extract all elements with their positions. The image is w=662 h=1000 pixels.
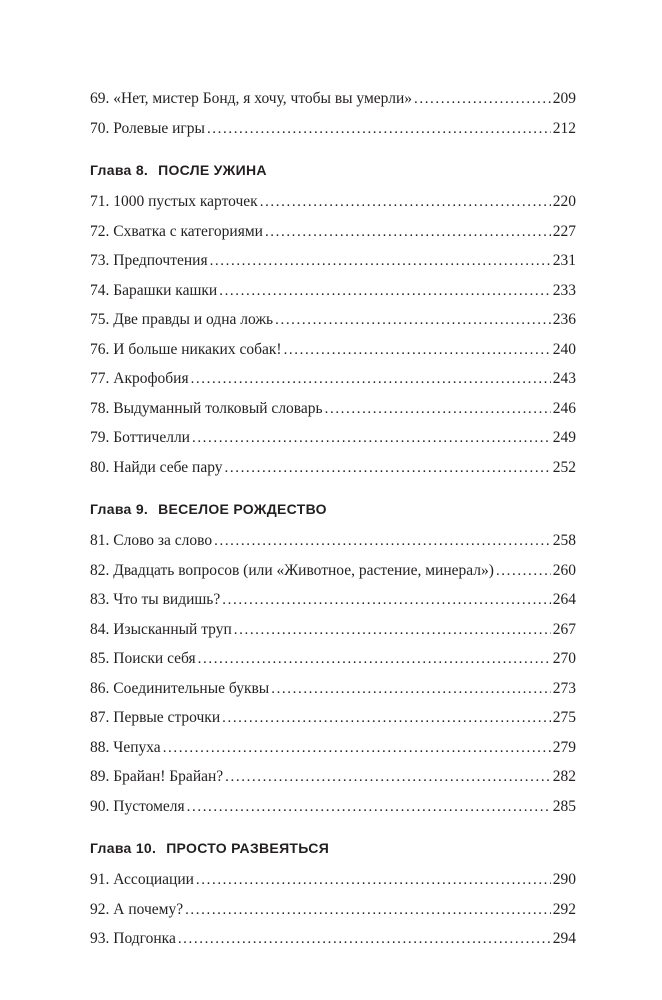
toc-entry-title: 75. Две правды и одна ложь xyxy=(90,311,274,328)
dot-leader xyxy=(198,645,551,675)
toc-entry[interactable] xyxy=(90,364,576,394)
toc-entry[interactable] xyxy=(90,187,576,217)
dot-leader xyxy=(225,763,551,793)
dot-leader xyxy=(284,336,551,366)
toc-entry-title: 90. Пустомеля xyxy=(90,797,185,815)
toc-entry-title: 92. А почему? xyxy=(90,900,184,918)
table-of-contents xyxy=(90,84,576,954)
toc-entry-title: 79. Боттичелли xyxy=(90,429,190,446)
toc-entry[interactable] xyxy=(90,865,576,895)
toc-entry-page: 285 xyxy=(552,797,576,815)
toc-entry[interactable] xyxy=(90,335,576,365)
chapter-heading xyxy=(90,494,576,524)
toc-entry-page: 252 xyxy=(552,458,576,476)
toc-entry-title: 85. Поиски себя xyxy=(90,650,196,667)
toc-entry[interactable] xyxy=(90,423,576,453)
dot-leader xyxy=(222,704,551,734)
toc-entry-page: 260 xyxy=(552,561,576,579)
toc-entry-title: 86. Соединительные буквы xyxy=(90,679,270,697)
dot-leader xyxy=(414,85,551,115)
dot-leader xyxy=(214,527,551,557)
toc-entry[interactable] xyxy=(90,217,576,247)
toc-entry-title: 83. Что ты видишь? xyxy=(90,591,221,608)
toc-entry-page: 227 xyxy=(552,222,576,240)
toc-entry-page: 290 xyxy=(552,871,576,888)
dot-leader xyxy=(260,188,551,218)
toc-entry[interactable] xyxy=(90,895,576,925)
dot-leader xyxy=(265,218,551,248)
toc-entry-page: 231 xyxy=(552,252,576,269)
toc-entry-title: 84. Изысканный труп xyxy=(90,620,232,638)
toc-entry-title: 88. Чепуха xyxy=(90,738,161,756)
toc-entry-page: 212 xyxy=(552,119,576,137)
toc-entry-title: 91. Ассоциации xyxy=(90,871,194,888)
toc-entry[interactable] xyxy=(90,246,576,276)
chapter-heading xyxy=(90,833,576,863)
toc-entry-page: 273 xyxy=(552,679,576,697)
dot-leader xyxy=(219,277,551,307)
toc-entry-page: 220 xyxy=(552,193,576,210)
dot-leader xyxy=(185,896,551,926)
toc-entry-page: 240 xyxy=(552,340,576,358)
toc-entry-page: 279 xyxy=(552,738,576,756)
toc-entry[interactable] xyxy=(90,276,576,306)
toc-entry-title: 81. Слово за слово xyxy=(90,532,213,549)
toc-entry-title: 77. Акрофобия xyxy=(90,370,189,387)
chapter-title: ПРОСТО РАЗВЕЯТЬСЯ xyxy=(166,840,330,856)
dot-leader xyxy=(192,424,551,454)
toc-entry-page: 243 xyxy=(552,370,576,387)
toc-entry-page: 275 xyxy=(552,709,576,726)
toc-entry-page: 249 xyxy=(552,429,576,446)
toc-entry[interactable] xyxy=(90,924,576,954)
dot-leader xyxy=(325,395,551,425)
toc-entry-title: 71. 1000 пустых карточек xyxy=(90,193,258,210)
toc-entry-title: 74. Барашки кашки xyxy=(90,281,218,299)
toc-entry-title: 76. И больше никаких собак! xyxy=(90,340,282,358)
toc-entry-title: 78. Выдуманный толковый словарь xyxy=(90,399,323,417)
dot-leader xyxy=(178,925,551,955)
toc-entry-title: 93. Подгонка xyxy=(90,930,176,947)
toc-entry-page: 264 xyxy=(552,591,576,608)
toc-entry[interactable] xyxy=(90,703,576,733)
dot-leader xyxy=(187,793,551,823)
dot-leader xyxy=(222,586,550,616)
chapter-label: Глава 10. xyxy=(90,840,157,856)
chapter-title: ВЕСЕЛОЕ РОЖДЕСТВО xyxy=(158,501,327,517)
toc-entry[interactable] xyxy=(90,585,576,615)
toc-entry-page: 258 xyxy=(552,532,576,549)
toc-entry-page: 292 xyxy=(552,900,576,918)
dot-leader xyxy=(234,616,551,646)
dot-leader xyxy=(275,306,551,336)
toc-entry-title: 89. Брайан! Брайан? xyxy=(90,768,224,785)
dot-leader xyxy=(210,247,551,277)
toc-entry[interactable] xyxy=(90,453,576,483)
toc-entry-page: 236 xyxy=(552,311,576,328)
chapter-label: Глава 9. xyxy=(90,501,149,517)
dot-leader xyxy=(271,675,551,705)
toc-entry-title: 72. Схватка с категориями xyxy=(90,222,263,240)
toc-entry[interactable] xyxy=(90,114,576,144)
dot-leader xyxy=(191,365,551,395)
toc-entry-page: 270 xyxy=(552,650,576,667)
dot-leader xyxy=(207,115,551,145)
toc-entry[interactable] xyxy=(90,762,576,792)
toc-entry[interactable] xyxy=(90,674,576,704)
toc-entry-page: 267 xyxy=(552,620,576,638)
toc-entry-page: 294 xyxy=(552,930,576,947)
dot-leader xyxy=(196,866,551,896)
toc-entry[interactable] xyxy=(90,526,576,556)
toc-entry[interactable] xyxy=(90,733,576,763)
dot-leader xyxy=(163,734,551,764)
chapter-title: ПОСЛЕ УЖИНА xyxy=(158,162,267,178)
toc-entry[interactable] xyxy=(90,644,576,674)
toc-entry-title: 80. Найди себе пару xyxy=(90,458,223,476)
toc-entry[interactable] xyxy=(90,84,576,114)
toc-entry-page: 209 xyxy=(552,90,576,107)
toc-entry[interactable] xyxy=(90,305,576,335)
toc-entry-title: 82. Двадцать вопросов (или «Животное, растение, минерал») xyxy=(90,561,494,579)
chapter-label: Глава 8. xyxy=(90,162,149,178)
toc-entry-page: 246 xyxy=(552,399,576,417)
dot-leader xyxy=(496,557,551,587)
dot-leader xyxy=(225,454,551,484)
toc-entry[interactable] xyxy=(90,556,576,586)
toc-entry[interactable] xyxy=(90,394,576,424)
toc-entry[interactable] xyxy=(90,615,576,645)
toc-entry-title: 70. Ролевые игры xyxy=(90,119,205,137)
toc-entry-title: 69. «Нет, мистер Бонд, я хочу, чтобы вы умерли» xyxy=(90,90,412,107)
toc-entry-title: 73. Предпочтения xyxy=(90,252,208,269)
toc-entry[interactable] xyxy=(90,792,576,822)
toc-entry-page: 282 xyxy=(552,768,576,785)
toc-entry-title: 87. Первые строчки xyxy=(90,709,221,726)
toc-entry-page: 233 xyxy=(552,281,576,299)
chapter-heading xyxy=(90,155,576,185)
